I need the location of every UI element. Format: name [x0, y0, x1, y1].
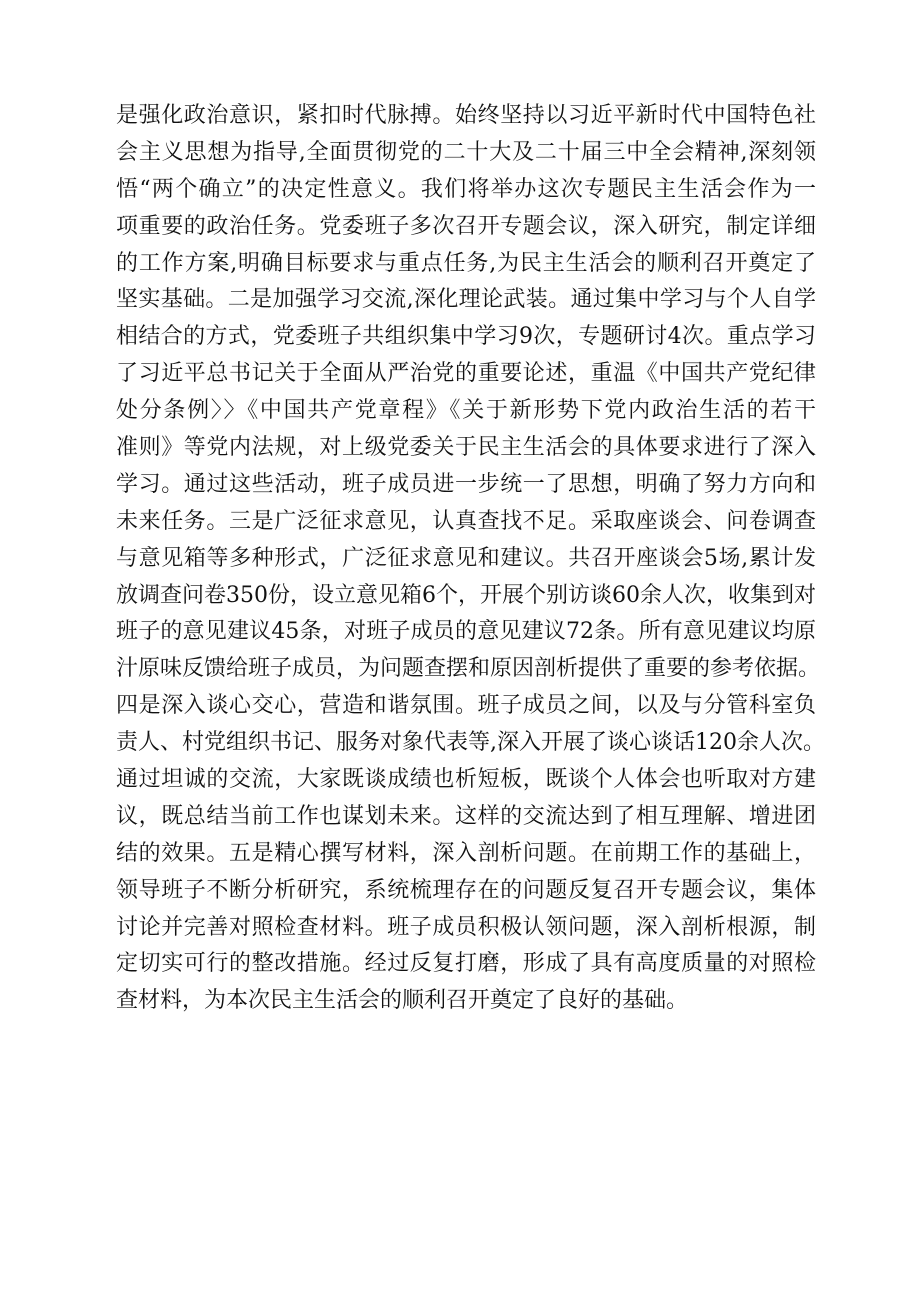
text-line: 学习。通过这些活动，班子成员进一步统一了思想，明确了努力方向和 — [116, 471, 816, 497]
text-line: 议，既总结当前工作也谋划未来。这样的交流达到了相互理解、增进团 — [116, 803, 816, 829]
text-line-last: 查材料，为本次民主生活会的顺利召开奠定了良好的基础。 — [116, 988, 689, 1014]
text-line: 领导班子不断分析研究，系统梳理存在的问题反复召开专题会议，集体 — [116, 877, 816, 903]
text-line: 坚实基础。二是加强学习交流,深化理论武装。通过集中学习与个人自学 — [116, 287, 816, 313]
text-line: 与意见箱等多种形式，广泛征求意见和建议。共召开座谈会5场,累计发 — [116, 545, 816, 571]
text-line: 通过坦诚的交流，大家既谈成绩也析短板，既谈个人体会也听取对方建 — [116, 767, 816, 793]
text-line: 放调查问卷350份，设立意见箱6个，开展个别访谈60余人次，收集到对 — [116, 582, 816, 608]
text-line: 结的效果。五是精心撰写材料，深入剖析问题。在前期工作的基础上， — [116, 840, 816, 866]
text-line: 悟“两个确立”的决定性意义。我们将举办这次专题民主生活会作为一 — [116, 176, 816, 202]
text-line: 项重要的政治任务。党委班子多次召开专题会议，深入研究，制定详细 — [116, 213, 816, 239]
text-line: 责人、村党组织书记、服务对象代表等,深入开展了谈心谈话120余人次。 — [116, 730, 825, 756]
text-line: 汁原味反馈给班子成员，为问题查摆和原因剖析提供了重要的参考依据。 — [116, 656, 821, 682]
text-line: 处分条例〉〉《中国共产党章程》《关于新形势下党内政治生活的若干 — [116, 398, 816, 424]
text-line: 会主义思想为指导,全面贯彻党的二十大及二十届三中全会精神,深刻领 — [116, 139, 816, 165]
text-line: 是强化政治意识，紧扣时代脉搏。始终坚持以习近平新时代中国特色社 — [116, 103, 816, 128]
text-line: 讨论并完善对照检查材料。班子成员积极认领问题，深入剖析根源，制 — [116, 914, 816, 940]
text-line: 未来任务。三是广泛征求意见，认真查找不足。采取座谈会、问卷调查 — [116, 508, 816, 534]
body-paragraph — [116, 98, 825, 1020]
text-line: 了习近平总书记关于全面从严治党的重要论述，重温《中国共产党纪律 — [116, 361, 816, 387]
text-line: 定切实可行的整改措施。经过反复打磨，形成了具有高度质量的对照检 — [116, 951, 816, 977]
text-line: 的工作方案,明确目标要求与重点任务,为民主生活会的顺利召开奠定了 — [116, 250, 816, 276]
text-line: 四是深入谈心交心，营造和谐氛围。班子成员之间，以及与分管科室负 — [116, 693, 816, 719]
text-line: 相结合的方式，党委班子共组织集中学习9次，专题研讨4次。重点学习 — [116, 324, 816, 350]
text-line: 准则》等党内法规，对上级党委关于民主生活会的具体要求进行了深入 — [116, 435, 816, 461]
text-line: 班子的意见建议45条，对班子成员的意见建议72条。所有意见建议均原 — [116, 619, 816, 645]
